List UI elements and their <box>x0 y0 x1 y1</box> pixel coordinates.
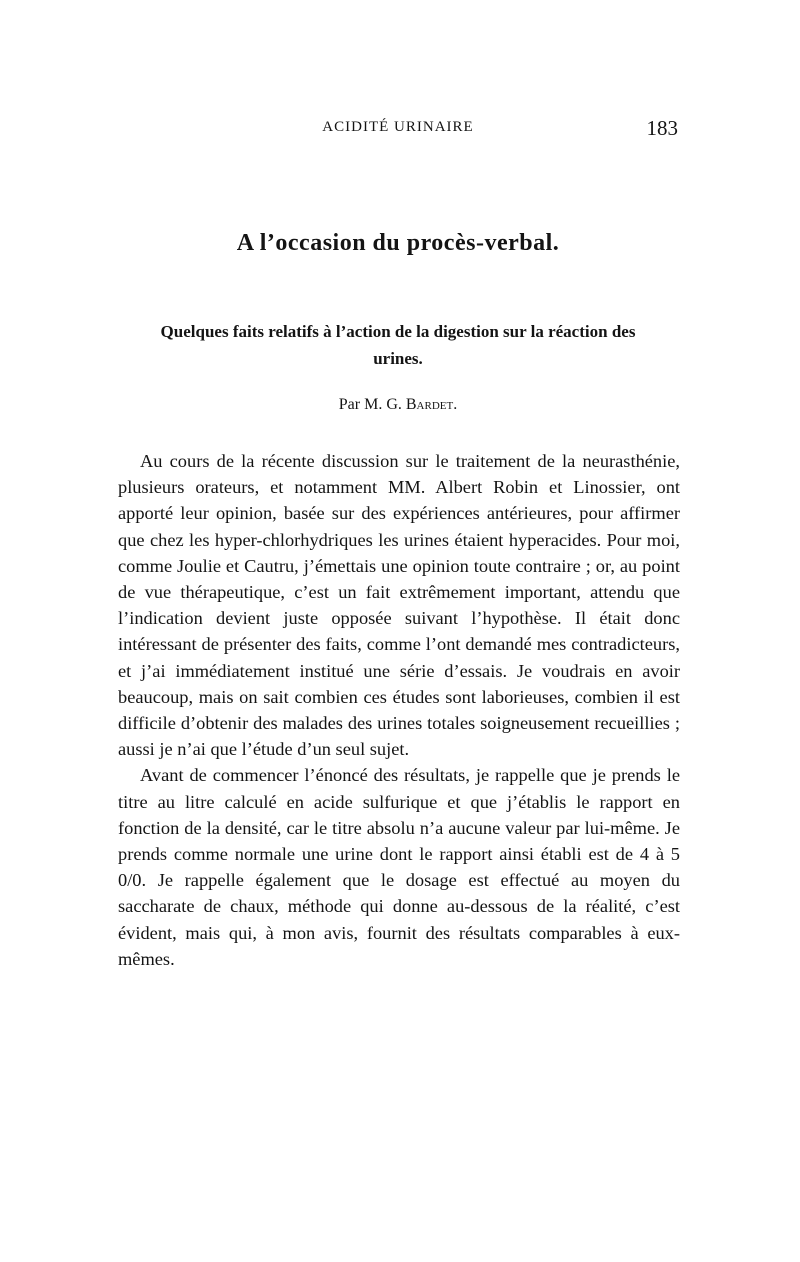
byline <box>118 396 678 414</box>
paragraph-1: Au cours de la récente discussion sur le traitement de la neurasthénie, plusieurs orateurs, et notamment MM. Albert Robin et Linossier, ont apporté leur opinion, basée sur des expériences antérieures, pour affirmer que chez les hyper-chlorhydriques les urines étaient hyperacides. Pour moi, comme Joulie et Cautru, j’émettais une opinion toute contraire ; or, au point de vue thérapeutique, c’est un fait extrêmement important, attendu que l’indication devient juste opposée suivant l’hypothèse. Il était donc intéressant de présenter des faits, comme l’ont demandé mes contradicteurs, et j’ai immédiatement institué une série d’essais. Je voudrais en avoir beaucoup, mais on sait combien ces études sont laborieuses, combien il est difficile d’obtenir des malades des urines totales soigneusement recueillies ; aussi je n’ai que l’étude d’un seul sujet. <box>118 451 680 760</box>
byline-prefix: Par M. G. <box>338 396 406 413</box>
running-head <box>118 116 678 140</box>
body-text <box>118 448 680 972</box>
paragraph-2: Avant de commencer l’énoncé des résultats, je rappelle que je prends le titre au litre calculé en acide sulfurique et que j’établis le rapport en fonction de la densité, car le titre absolu n’a aucune valeur par lui-même. Je prends comme normale une urine dont le rapport ainsi établi est de 4 à 5 0/0. Je rappelle également que le dosage est effectué au moyen du saccharate de chaux, méthode qui donne au-dessous de la réalité, c’est évident, mais qui, à mon avis, fournit des résultats comparables à eux-mêmes. <box>118 765 680 969</box>
article-title: A l’occasion du procès-verbal. <box>236 230 560 256</box>
byline-author: Bardet. <box>405 396 458 413</box>
article-subtitle: Quelques faits relatifs à l’action de la digestion sur la réaction des urines. <box>160 322 636 368</box>
running-title: ACIDITÉ URINAIRE <box>322 119 474 135</box>
page-number: 183 <box>646 116 678 140</box>
